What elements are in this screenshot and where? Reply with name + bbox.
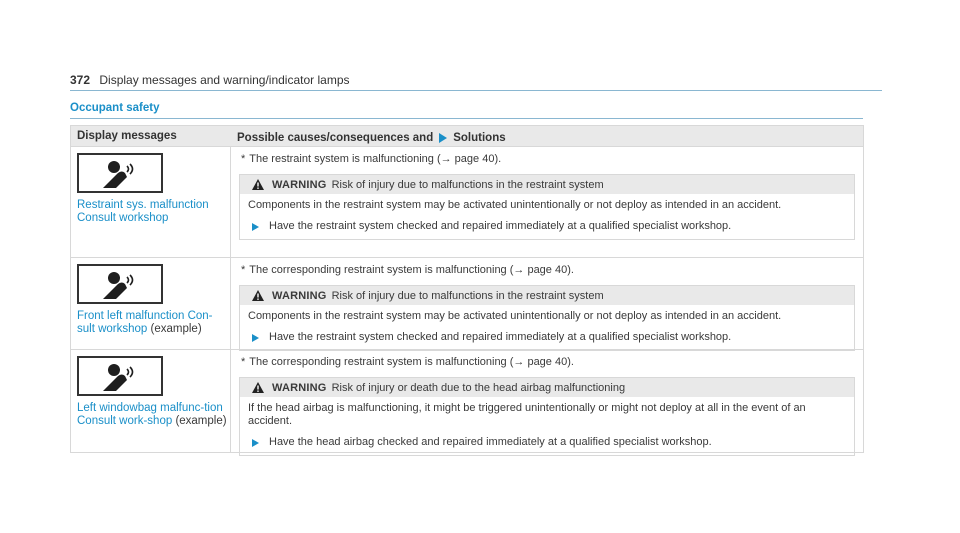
display-message: Restraint sys. malfunction Consult workshop — [77, 199, 209, 224]
cause-cell — [231, 147, 863, 257]
cause-text: * The corresponding restraint system is malfunctioning (→ page 40). — [241, 356, 574, 368]
warning-text: Components in the restraint system may be activated unintentionally or not deploy as intended in an accident. — [248, 310, 782, 322]
col2-header-text: Possible causes/consequences and — [237, 132, 434, 144]
display-message-cell — [71, 350, 231, 452]
header-divider — [70, 90, 882, 91]
col-causes-solutions — [231, 126, 863, 146]
running-header — [70, 73, 350, 87]
solution-arrow-icon — [439, 133, 447, 143]
warning-label: WARNING — [272, 178, 327, 191]
warning-title: Risk of injury due to malfunctions in the restraint system — [331, 289, 604, 302]
warning-box — [239, 377, 855, 456]
display-message-cell — [71, 147, 231, 257]
cause-text: * The restraint system is malfunctioning (→ page 40). — [241, 153, 502, 165]
action-text: Have the restraint system checked and repaired immediately at a qualified specialist workshop. — [269, 220, 732, 232]
airbag-warning-icon — [77, 153, 163, 193]
action-text: Have the restraint system checked and repaired immediately at a qualified specialist workshop. — [269, 331, 732, 343]
table-row — [71, 257, 863, 349]
warning-text: If the head airbag is malfunctioning, it might be triggered unintentionally or might not deploy at all in the event of an accident. — [248, 402, 806, 427]
airbag-warning-icon — [77, 356, 163, 396]
cause-cell — [231, 258, 863, 349]
action-text: Have the head airbag checked and repaired immediately at a qualified specialist workshop. — [269, 436, 712, 448]
table-row — [71, 349, 863, 452]
warning-triangle-icon — [252, 382, 264, 393]
solution-arrow-icon — [252, 439, 259, 447]
warning-triangle-icon — [252, 290, 264, 301]
table-row — [71, 146, 863, 257]
warning-header — [240, 175, 854, 194]
display-message: Front left malfunction Con-sult workshop (example) — [77, 310, 213, 335]
warning-title: Risk of injury due to malfunctions in the restraint system — [331, 178, 604, 191]
display-message: Left windowbag malfunc-tion Consult work-shop (example) — [77, 402, 227, 427]
section-title: Occupant safety — [70, 102, 160, 114]
solution-arrow-icon — [252, 334, 259, 342]
warning-title: Risk of injury or death due to the head airbag malfunctioning — [331, 381, 626, 394]
messages-table — [70, 125, 864, 453]
section-divider — [70, 118, 863, 119]
cause-cell — [231, 350, 863, 452]
action-step — [248, 436, 846, 449]
header-title: Display messages and warning/indicator lamps — [99, 73, 350, 87]
action-step — [248, 220, 846, 233]
cause-text: * The corresponding restraint system is malfunctioning (→ page 40). — [241, 264, 574, 276]
warning-body — [240, 397, 854, 455]
warning-label: WARNING — [272, 289, 327, 302]
warning-box — [239, 174, 855, 240]
warning-triangle-icon — [252, 179, 264, 190]
col-display-messages: Display messages — [77, 130, 177, 142]
action-step — [248, 331, 846, 344]
airbag-warning-icon — [77, 264, 163, 304]
warning-text: Components in the restraint system may be activated unintentionally or not deploy as intended in an accident. — [248, 199, 782, 211]
warning-body — [240, 305, 854, 350]
table-header — [71, 126, 863, 146]
col2-header-suffix: Solutions — [453, 132, 506, 144]
display-message-cell — [71, 258, 231, 349]
warning-label: WARNING — [272, 381, 327, 394]
warning-body — [240, 194, 854, 239]
warning-header — [240, 286, 854, 305]
solution-arrow-icon — [252, 223, 259, 231]
warning-box — [239, 285, 855, 351]
warning-header — [240, 378, 854, 397]
page-number: 372 — [70, 73, 91, 87]
